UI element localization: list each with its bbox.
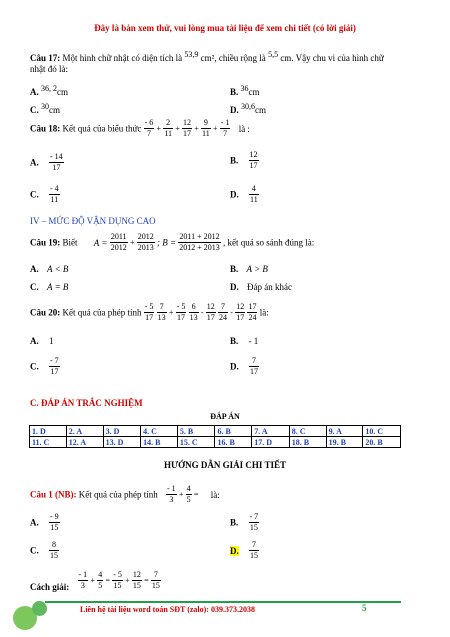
q17-line1 <box>30 50 384 63</box>
q20-label: Câu 20: <box>30 307 61 318</box>
answer-cell: 3. D <box>103 426 141 437</box>
section-heading-c: C. ĐÁP ÁN TRẮC NGHIỆM <box>30 398 143 408</box>
guide-q1-f2: $\frac{4}{5}$ <box>186 484 191 504</box>
section-heading-iv: IV – MỨC ĐỘ VẬN DỤNG CAO <box>30 216 156 226</box>
q19-line: Câu 19: Biết A = $\frac{2011}{2012}$ + $\frac{2012}{2013}$ ; B = $\frac{2011 + 2012}{2012 + 2013}$ , kết quả so sánh đúng là: <box>30 232 315 252</box>
q20-frac-7: $\frac{12}{17}$ <box>236 302 245 322</box>
guide-option-c: C. $\frac{8}{15}$ <box>30 540 58 560</box>
footer-divider <box>45 601 401 603</box>
q20-frac-3: $\frac{- 5}{17}$ <box>176 302 186 322</box>
q20-frac-4: $\frac{6}{13}$ <box>189 302 198 322</box>
q20-option-c: C. $\frac{- 7}{17}$ <box>30 356 59 376</box>
q18-frac-3: $\frac{12}{17}$ <box>183 118 192 138</box>
guide-q1-label: Câu 1 (NB): <box>30 489 77 500</box>
q17-option-d: D. $^{30,6}$cm <box>230 102 266 115</box>
q17-d-unit: cm <box>255 105 266 115</box>
q18-option-a: A. $\frac{- 14}{17}$ <box>30 152 63 172</box>
answer-cell: 20. B <box>363 437 401 448</box>
preview-banner: Đây là bản xem thử, vui lòng mua tài liệu để xem chi tiết (có lời giải) <box>94 23 356 33</box>
q17-option-c: C. $^{30}$cm <box>30 102 60 115</box>
answer-cell: 5. B <box>177 426 215 437</box>
q19-option-b: B. A > B <box>230 264 268 274</box>
q17-option-b: B. $^{36}$cm <box>230 84 260 97</box>
q17-a-unit: cm <box>57 87 68 97</box>
q20-text: Kết quả của phép tính <box>62 307 142 318</box>
guide-solution-label: Cách giải: <box>30 581 70 592</box>
q20-tail: là: <box>259 307 269 318</box>
guide-q1-eq: = <box>193 490 199 499</box>
q20-option-a: A. 1 <box>30 336 54 346</box>
footer-contact: Liên hệ tài liệu word toán SĐT (zalo): 039.373.2038 <box>80 605 255 614</box>
answer-cell: 2. A <box>66 426 103 437</box>
q19-tail: , kết quả so sánh đúng là: <box>223 237 315 248</box>
q20-option-d: D. $\frac{7}{17}$ <box>230 356 258 376</box>
answer-row-2 <box>30 437 401 448</box>
q18-label: Câu 18: <box>30 123 61 134</box>
q17-width: 5,5 <box>268 50 279 59</box>
guide-option-b: B. $\frac{- 7}{15}$ <box>230 512 259 532</box>
q17-text-c: cm. Vậy chu vi của hình chữ <box>280 53 384 63</box>
q17-label: Câu 17: <box>30 53 61 63</box>
q18-frac-4: $\frac{9}{11}$ <box>202 118 210 138</box>
q19-text: Biết <box>62 237 78 248</box>
q20-frac-6: $\frac{7}{24}$ <box>219 302 228 322</box>
answer-row-1 <box>30 426 401 437</box>
guide-solution: Cách giải: $\frac{- 1}{3}$ + $\frac{4}{5}$ = $\frac{- 5}{15}$ + $\frac{12}{15}$ = $\frac{7}{15}$ <box>30 570 160 592</box>
q17-c-unit: cm <box>49 105 60 115</box>
answer-cell: 12. A <box>66 437 103 448</box>
q18-option-d: D. $\frac{4}{11}$ <box>230 184 258 204</box>
q18-text: Kết quả của biểu thức <box>62 123 142 134</box>
q17-c-value: 30 <box>41 102 49 111</box>
q20-option-b: B. - 1 <box>230 336 259 346</box>
answer-cell: 14. B <box>141 437 178 448</box>
q17-text-d: nhật đó là: <box>30 64 68 74</box>
q20-frac-1: $\frac{- 5}{17}$ <box>144 302 154 322</box>
answer-cell: 1. D <box>30 426 67 437</box>
q17-d-value: 30,6 <box>241 102 255 111</box>
q19-option-c: C. A = B <box>30 282 69 292</box>
q17-b-value: 36 <box>240 84 249 93</box>
q18-tail: là : <box>238 123 250 134</box>
answer-cell: 17. D <box>252 437 290 448</box>
guide-q1-tail: là: <box>210 489 220 500</box>
q17-b-unit: cm <box>248 87 260 97</box>
q20-frac-8: $\frac{17}{24}$ <box>248 302 257 322</box>
q18-frac-2: $\frac{2}{11}$ <box>164 118 173 138</box>
footer-logo-circle-small <box>32 601 47 616</box>
answer-cell: 13. D <box>103 437 141 448</box>
answer-cell: 16. B <box>215 437 252 448</box>
answer-cell: 6. B <box>215 426 252 437</box>
q19-b-eq: ; B = <box>156 237 177 248</box>
q18-option-c: C. $\frac{- 4}{11}$ <box>30 184 59 204</box>
q19-label: Câu 19: <box>30 237 61 248</box>
q19-option-a: A. A < B <box>30 264 69 274</box>
page-number: 5 <box>362 603 367 613</box>
q18-option-b: B. $\frac{12}{17}$ <box>230 150 258 170</box>
answer-cell: 15. C <box>177 437 215 448</box>
q18-frac-1: $\frac{- 6}{7}$ <box>144 118 154 138</box>
answer-cell: 10. C <box>363 426 401 437</box>
q19-option-d: D. Đáp án khác <box>230 282 292 292</box>
guide-q1-text: Kết quả của phép tính <box>78 489 158 500</box>
answer-cell: 4. C <box>141 426 178 437</box>
q17-text-a: Một hình chữ nhật có diện tích là <box>62 53 183 63</box>
q19-a1: $\frac{2011}{2012}$ <box>110 232 127 252</box>
q17-option-a: A. $^{36, 2}$cm <box>30 84 68 97</box>
answer-table-title: ĐÁP ÁN <box>210 412 240 421</box>
q19-b1: $\frac{2011 + 2012}{2012 + 2013}$ <box>179 232 220 252</box>
answer-table <box>29 425 401 448</box>
answer-cell: 19. B <box>326 437 363 448</box>
guide-q1-f1: $\frac{- 1}{3}$ <box>166 484 176 504</box>
q17-a-value: 36, 2 <box>41 84 57 93</box>
q20-line: Câu 20: Kết quả của phép tính $\frac{- 5}{17}$ $\frac{7}{13}$ + $\frac{- 5}{17}$ $\frac{6}{13}$ - $\frac{12}{17}$ $\frac{7}{24}$ - $\frac{12}{17}$ $\frac{17}{24}$ là: <box>30 302 269 322</box>
guide-option-d: D. $\frac{7}{15}$ <box>230 540 258 560</box>
answer-cell: 8. C <box>289 426 326 437</box>
q17-text-b: cm², chiều rộng là <box>200 53 266 63</box>
guide-q1-line: Câu 1 (NB): Kết quả của phép tính $\frac{- 1}{3}$ + $\frac{4}{5}$ = là: <box>30 484 220 504</box>
q17-area: 53,9 <box>184 50 199 59</box>
answer-cell: 18. B <box>289 437 326 448</box>
q19-a2: $\frac{2012}{2013}$ <box>137 232 154 252</box>
q19-a-eq: A = <box>93 237 108 248</box>
answer-cell: 7. A <box>252 426 290 437</box>
answer-cell: 9. A <box>326 426 363 437</box>
guide-option-a: A. $\frac{- 9}{15}$ <box>30 512 59 532</box>
q18-frac-5: $\frac{- 1}{7}$ <box>220 118 230 138</box>
q18-line: Câu 18: Kết quả của biểu thức $\frac{- 6}{7}$ + $\frac{2}{11}$ + $\frac{12}{17}$ + $\frac{9}{11}$ + $\frac{- 1}{7}$ là : <box>30 118 250 138</box>
guide-title: HƯỚNG DẪN GIẢI CHI TIẾT <box>163 460 287 470</box>
q20-frac-5: $\frac{12}{17}$ <box>206 302 215 322</box>
q20-frac-2: $\frac{7}{13}$ <box>157 302 166 322</box>
answer-cell: 11. C <box>30 437 67 448</box>
